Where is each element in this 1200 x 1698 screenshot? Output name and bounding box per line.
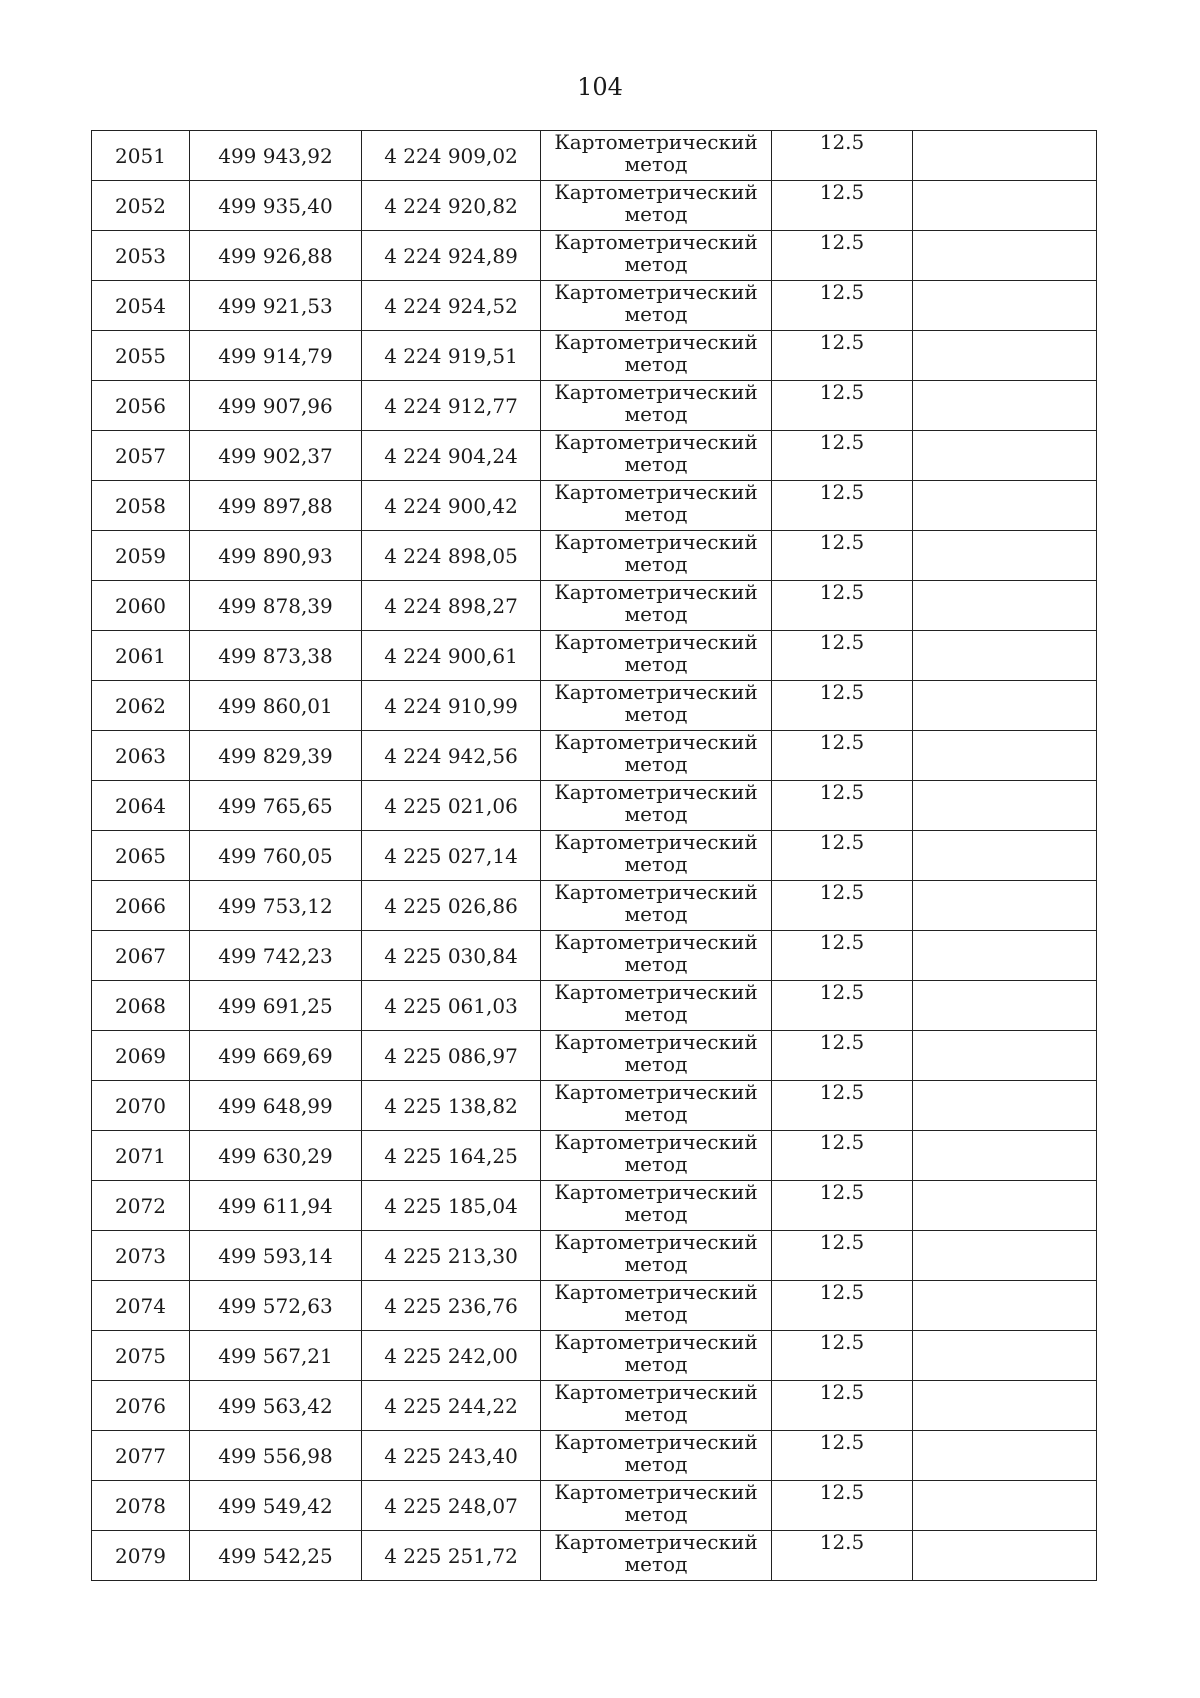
method-cell — [541, 531, 772, 581]
coordinate-y: 4 225 086,97 — [362, 1031, 541, 1081]
method-line2: метод — [624, 1102, 688, 1126]
method-cell — [541, 1181, 772, 1231]
table-row — [92, 531, 1097, 581]
method-cell — [541, 331, 772, 381]
coordinate-x: 499 611,94 — [190, 1181, 362, 1231]
empty-cell — [913, 181, 1097, 231]
method-line2: метод — [624, 1502, 688, 1526]
table-row — [92, 1281, 1097, 1331]
method-line2: метод — [624, 702, 688, 726]
method-line1: Картометрический — [554, 480, 758, 504]
method-line1: Картометрический — [554, 1430, 758, 1454]
point-number: 2068 — [92, 981, 190, 1031]
coordinate-x: 499 742,23 — [190, 931, 362, 981]
method-cell — [541, 781, 772, 831]
method-line1: Картометрический — [554, 730, 758, 754]
accuracy-cell: 12.5 — [772, 181, 913, 231]
table-row — [92, 231, 1097, 281]
table-row — [92, 931, 1097, 981]
method-line1: Картометрический — [554, 780, 758, 804]
method-line1: Картометрический — [554, 280, 758, 304]
point-number: 2077 — [92, 1431, 190, 1481]
coordinate-x: 499 542,25 — [190, 1531, 362, 1581]
point-number: 2055 — [92, 331, 190, 381]
coordinate-x: 499 753,12 — [190, 881, 362, 931]
coordinate-y: 4 225 030,84 — [362, 931, 541, 981]
coordinate-x: 499 691,25 — [190, 981, 362, 1031]
accuracy-cell: 12.5 — [772, 331, 913, 381]
table-row — [92, 1231, 1097, 1281]
accuracy-cell: 12.5 — [772, 1381, 913, 1431]
point-number: 2062 — [92, 681, 190, 731]
table-row — [92, 1381, 1097, 1431]
accuracy-cell: 12.5 — [772, 1431, 913, 1481]
method-cell — [541, 1431, 772, 1481]
coordinate-y: 4 225 061,03 — [362, 981, 541, 1031]
table-row — [92, 1531, 1097, 1581]
empty-cell — [913, 581, 1097, 631]
coordinate-y: 4 224 904,24 — [362, 431, 541, 481]
point-number: 2066 — [92, 881, 190, 931]
method-line1: Картометрический — [554, 1530, 758, 1554]
coordinate-y: 4 224 920,82 — [362, 181, 541, 231]
method-line1: Картометрический — [554, 530, 758, 554]
method-line1: Картометрический — [554, 880, 758, 904]
method-cell — [541, 1081, 772, 1131]
method-line2: метод — [624, 402, 688, 426]
empty-cell — [913, 681, 1097, 731]
empty-cell — [913, 1531, 1097, 1581]
coordinate-x: 499 860,01 — [190, 681, 362, 731]
point-number: 2067 — [92, 931, 190, 981]
method-cell — [541, 131, 772, 181]
accuracy-cell: 12.5 — [772, 1531, 913, 1581]
table-row — [92, 281, 1097, 331]
table-row — [92, 1031, 1097, 1081]
coordinate-x: 499 563,42 — [190, 1381, 362, 1431]
coordinate-y: 4 224 924,52 — [362, 281, 541, 331]
accuracy-cell: 12.5 — [772, 881, 913, 931]
table-row — [92, 1131, 1097, 1181]
coordinate-x: 499 765,65 — [190, 781, 362, 831]
empty-cell — [913, 981, 1097, 1031]
accuracy-cell: 12.5 — [772, 1181, 913, 1231]
method-cell — [541, 481, 772, 531]
point-number: 2056 — [92, 381, 190, 431]
coordinate-x: 499 572,63 — [190, 1281, 362, 1331]
accuracy-cell: 12.5 — [772, 831, 913, 881]
method-line1: Картометрический — [554, 830, 758, 854]
empty-cell — [913, 531, 1097, 581]
accuracy-cell: 12.5 — [772, 1481, 913, 1531]
coordinate-x: 499 556,98 — [190, 1431, 362, 1481]
point-number: 2071 — [92, 1131, 190, 1181]
empty-cell — [913, 1081, 1097, 1131]
point-number: 2075 — [92, 1331, 190, 1381]
accuracy-cell: 12.5 — [772, 981, 913, 1031]
coordinate-x: 499 760,05 — [190, 831, 362, 881]
accuracy-cell: 12.5 — [772, 131, 913, 181]
method-line2: метод — [624, 902, 688, 926]
coordinate-y: 4 225 244,22 — [362, 1381, 541, 1431]
accuracy-cell: 12.5 — [772, 431, 913, 481]
method-line1: Картометрический — [554, 230, 758, 254]
method-line1: Картометрический — [554, 1480, 758, 1504]
method-cell — [541, 631, 772, 681]
method-line2: метод — [624, 352, 688, 376]
empty-cell — [913, 281, 1097, 331]
coordinate-y: 4 225 242,00 — [362, 1331, 541, 1381]
coordinate-x: 499 897,88 — [190, 481, 362, 531]
point-number: 2078 — [92, 1481, 190, 1531]
table-row — [92, 681, 1097, 731]
table-row — [92, 1081, 1097, 1131]
point-number: 2059 — [92, 531, 190, 581]
coordinate-x: 499 873,38 — [190, 631, 362, 681]
coordinate-y: 4 225 236,76 — [362, 1281, 541, 1331]
accuracy-cell: 12.5 — [772, 1131, 913, 1181]
point-number: 2061 — [92, 631, 190, 681]
method-line2: метод — [624, 302, 688, 326]
point-number: 2057 — [92, 431, 190, 481]
page-number: 104 — [577, 73, 623, 101]
method-cell — [541, 931, 772, 981]
coordinate-y: 4 224 910,99 — [362, 681, 541, 731]
point-number: 2065 — [92, 831, 190, 881]
method-line1: Картометрический — [554, 180, 758, 204]
coordinate-y: 4 224 900,42 — [362, 481, 541, 531]
coordinate-y: 4 224 912,77 — [362, 381, 541, 431]
method-line2: метод — [624, 552, 688, 576]
accuracy-cell: 12.5 — [772, 931, 913, 981]
accuracy-cell: 12.5 — [772, 1231, 913, 1281]
table-row — [92, 981, 1097, 1031]
method-cell — [541, 881, 772, 931]
method-cell — [541, 381, 772, 431]
coordinate-y: 4 225 021,06 — [362, 781, 541, 831]
empty-cell — [913, 1131, 1097, 1181]
method-line1: Картометрический — [554, 580, 758, 604]
method-line1: Картометрический — [554, 330, 758, 354]
method-cell — [541, 831, 772, 881]
empty-cell — [913, 931, 1097, 981]
coordinate-x: 499 943,92 — [190, 131, 362, 181]
accuracy-cell: 12.5 — [772, 481, 913, 531]
method-line1: Картометрический — [554, 1080, 758, 1104]
coordinate-x: 499 921,53 — [190, 281, 362, 331]
accuracy-cell: 12.5 — [772, 281, 913, 331]
table-row — [92, 131, 1097, 181]
method-line2: метод — [624, 152, 688, 176]
point-number: 2058 — [92, 481, 190, 531]
method-line2: метод — [624, 1052, 688, 1076]
accuracy-cell: 12.5 — [772, 1331, 913, 1381]
method-line1: Картометрический — [554, 1380, 758, 1404]
accuracy-cell: 12.5 — [772, 1081, 913, 1131]
method-line2: метод — [624, 602, 688, 626]
point-number: 2060 — [92, 581, 190, 631]
method-cell — [541, 1131, 772, 1181]
table-row — [92, 731, 1097, 781]
empty-cell — [913, 1231, 1097, 1281]
method-cell — [541, 1481, 772, 1531]
method-line1: Картометрический — [554, 130, 758, 154]
method-cell — [541, 431, 772, 481]
method-line1: Картометрический — [554, 1280, 758, 1304]
method-cell — [541, 1031, 772, 1081]
method-cell — [541, 1231, 772, 1281]
table-row — [92, 481, 1097, 531]
method-line2: метод — [624, 1302, 688, 1326]
method-line1: Картометрический — [554, 1030, 758, 1054]
accuracy-cell: 12.5 — [772, 631, 913, 681]
accuracy-cell: 12.5 — [772, 231, 913, 281]
method-line1: Картометрический — [554, 980, 758, 1004]
empty-cell — [913, 481, 1097, 531]
coordinate-y: 4 225 185,04 — [362, 1181, 541, 1231]
table-row — [92, 581, 1097, 631]
method-line1: Картометрический — [554, 1130, 758, 1154]
table-row — [92, 1481, 1097, 1531]
method-cell — [541, 281, 772, 331]
point-number: 2073 — [92, 1231, 190, 1281]
empty-cell — [913, 1031, 1097, 1081]
coordinate-x: 499 593,14 — [190, 1231, 362, 1281]
coordinate-x: 499 549,42 — [190, 1481, 362, 1531]
coordinate-y: 4 225 243,40 — [362, 1431, 541, 1481]
empty-cell — [913, 781, 1097, 831]
coordinate-y: 4 224 909,02 — [362, 131, 541, 181]
coordinate-x: 499 907,96 — [190, 381, 362, 431]
accuracy-cell: 12.5 — [772, 731, 913, 781]
method-line2: метод — [624, 802, 688, 826]
point-number: 2069 — [92, 1031, 190, 1081]
method-line2: метод — [624, 452, 688, 476]
coordinate-x: 499 890,93 — [190, 531, 362, 581]
method-line2: метод — [624, 1202, 688, 1226]
empty-cell — [913, 1481, 1097, 1531]
coordinate-y: 4 225 251,72 — [362, 1531, 541, 1581]
coordinate-y: 4 224 919,51 — [362, 331, 541, 381]
table-row — [92, 631, 1097, 681]
accuracy-cell: 12.5 — [772, 1031, 913, 1081]
coordinate-x: 499 648,99 — [190, 1081, 362, 1131]
empty-cell — [913, 1331, 1097, 1381]
coordinate-x: 499 630,29 — [190, 1131, 362, 1181]
method-line1: Картометрический — [554, 630, 758, 654]
method-line2: метод — [624, 652, 688, 676]
empty-cell — [913, 731, 1097, 781]
method-line1: Картометрический — [554, 930, 758, 954]
method-line2: метод — [624, 1352, 688, 1376]
accuracy-cell: 12.5 — [772, 781, 913, 831]
method-line2: метод — [624, 852, 688, 876]
empty-cell — [913, 831, 1097, 881]
method-line2: метод — [624, 252, 688, 276]
method-line1: Картометрический — [554, 1330, 758, 1354]
empty-cell — [913, 431, 1097, 481]
empty-cell — [913, 331, 1097, 381]
method-line2: метод — [624, 202, 688, 226]
empty-cell — [913, 1431, 1097, 1481]
method-line2: метод — [624, 502, 688, 526]
coordinate-y: 4 224 900,61 — [362, 631, 541, 681]
empty-cell — [913, 631, 1097, 681]
method-cell — [541, 731, 772, 781]
point-number: 2079 — [92, 1531, 190, 1581]
accuracy-cell: 12.5 — [772, 531, 913, 581]
point-number: 2076 — [92, 1381, 190, 1431]
table-row — [92, 1331, 1097, 1381]
table-row — [92, 781, 1097, 831]
method-cell — [541, 981, 772, 1031]
method-line2: метод — [624, 1452, 688, 1476]
method-cell — [541, 1331, 772, 1381]
coordinate-y: 4 225 026,86 — [362, 881, 541, 931]
method-cell — [541, 231, 772, 281]
table-row — [92, 181, 1097, 231]
coordinate-x: 499 669,69 — [190, 1031, 362, 1081]
empty-cell — [913, 1281, 1097, 1331]
point-number: 2054 — [92, 281, 190, 331]
point-number: 2070 — [92, 1081, 190, 1131]
table-row — [92, 1431, 1097, 1481]
coordinate-y: 4 225 138,82 — [362, 1081, 541, 1131]
coordinates-table-body — [92, 131, 1097, 1581]
table-row — [92, 1181, 1097, 1231]
method-line2: метод — [624, 952, 688, 976]
coordinate-x: 499 902,37 — [190, 431, 362, 481]
table-row — [92, 831, 1097, 881]
coordinate-y: 4 224 942,56 — [362, 731, 541, 781]
method-line1: Картометрический — [554, 1230, 758, 1254]
method-line1: Картометрический — [554, 1180, 758, 1204]
empty-cell — [913, 381, 1097, 431]
method-line2: метод — [624, 1252, 688, 1276]
method-line2: метод — [624, 1402, 688, 1426]
empty-cell — [913, 1381, 1097, 1431]
coordinates-table — [91, 130, 1097, 1581]
point-number: 2074 — [92, 1281, 190, 1331]
table-row — [92, 381, 1097, 431]
point-number: 2064 — [92, 781, 190, 831]
point-number: 2053 — [92, 231, 190, 281]
coordinate-x: 499 878,39 — [190, 581, 362, 631]
coordinate-x: 499 829,39 — [190, 731, 362, 781]
empty-cell — [913, 1181, 1097, 1231]
accuracy-cell: 12.5 — [772, 681, 913, 731]
point-number: 2052 — [92, 181, 190, 231]
method-line2: метод — [624, 752, 688, 776]
accuracy-cell: 12.5 — [772, 581, 913, 631]
coordinate-y: 4 225 027,14 — [362, 831, 541, 881]
accuracy-cell: 12.5 — [772, 381, 913, 431]
coordinate-y: 4 225 248,07 — [362, 1481, 541, 1531]
method-cell — [541, 1281, 772, 1331]
method-line2: метод — [624, 1152, 688, 1176]
method-cell — [541, 1381, 772, 1431]
coordinate-y: 4 224 898,27 — [362, 581, 541, 631]
empty-cell — [913, 231, 1097, 281]
method-line2: метод — [624, 1002, 688, 1026]
point-number: 2063 — [92, 731, 190, 781]
empty-cell — [913, 881, 1097, 931]
coordinate-y: 4 224 924,89 — [362, 231, 541, 281]
coordinate-y: 4 225 164,25 — [362, 1131, 541, 1181]
table-row — [92, 881, 1097, 931]
point-number: 2072 — [92, 1181, 190, 1231]
method-cell — [541, 581, 772, 631]
empty-cell — [913, 131, 1097, 181]
method-line1: Картометрический — [554, 680, 758, 704]
coordinate-x: 499 914,79 — [190, 331, 362, 381]
method-line1: Картометрический — [554, 430, 758, 454]
coordinate-x: 499 567,21 — [190, 1331, 362, 1381]
coordinate-y: 4 224 898,05 — [362, 531, 541, 581]
method-cell — [541, 181, 772, 231]
table-row — [92, 431, 1097, 481]
coordinate-x: 499 926,88 — [190, 231, 362, 281]
method-cell — [541, 681, 772, 731]
coordinate-x: 499 935,40 — [190, 181, 362, 231]
coordinate-y: 4 225 213,30 — [362, 1231, 541, 1281]
table-row — [92, 331, 1097, 381]
point-number: 2051 — [92, 131, 190, 181]
method-cell — [541, 1531, 772, 1581]
method-line2: метод — [624, 1552, 688, 1576]
method-line1: Картометрический — [554, 380, 758, 404]
accuracy-cell: 12.5 — [772, 1281, 913, 1331]
